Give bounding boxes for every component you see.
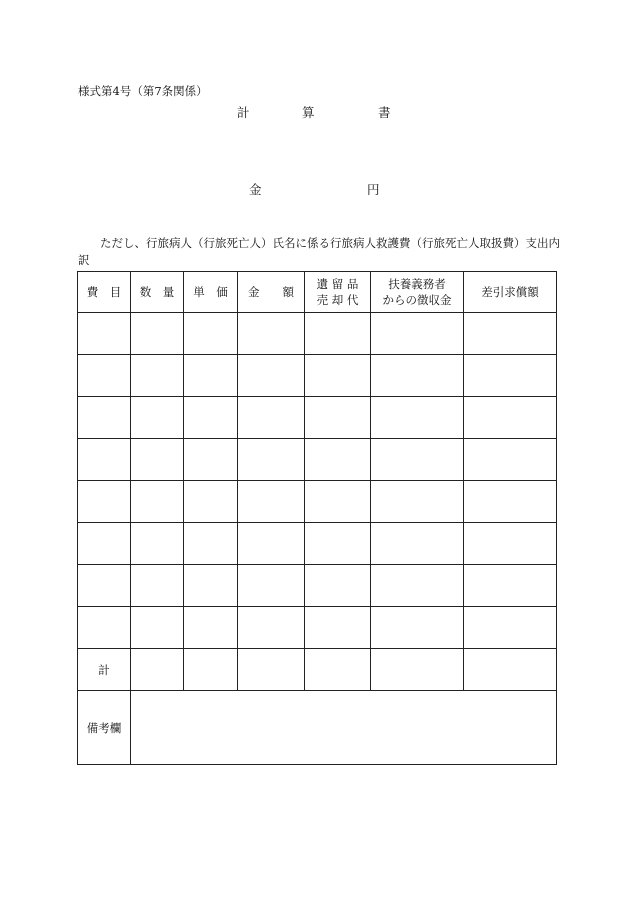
header-estate-line2: 売 却 代 [316,293,359,307]
header-support-line1: 扶養義務者 [388,277,446,291]
net-claim-cell[interactable] [464,355,557,397]
unit-price-cell[interactable] [184,607,238,649]
amount-cell[interactable] [238,313,305,355]
unit-price-cell[interactable] [184,313,238,355]
net-claim-cell[interactable] [464,397,557,439]
estate-cell[interactable] [305,397,371,439]
estate-cell[interactable] [305,313,371,355]
net-claim-cell[interactable] [464,523,557,565]
support-cell[interactable] [371,397,464,439]
table-row [78,439,557,481]
quantity-cell[interactable] [131,397,184,439]
remarks-label: 備考欄 [78,691,131,765]
support-cell[interactable] [371,313,464,355]
total-estate-cell[interactable] [305,649,371,691]
estate-cell[interactable] [305,481,371,523]
header-unit-price: 単 価 [184,272,238,313]
table-row [78,355,557,397]
estate-cell[interactable] [305,607,371,649]
estate-cell[interactable] [305,439,371,481]
net-claim-cell[interactable] [464,607,557,649]
unit-price-cell[interactable] [184,523,238,565]
net-claim-cell[interactable] [464,481,557,523]
amount-cell[interactable] [238,481,305,523]
remarks-row [78,691,557,765]
item-cell[interactable] [78,607,131,649]
support-cell[interactable] [371,607,464,649]
support-cell[interactable] [371,565,464,607]
total-net-claim-cell[interactable] [464,649,557,691]
form-number-label: 様式第4号（第7条関係） [78,84,208,98]
support-cell[interactable] [371,523,464,565]
header-support-collection [371,272,464,313]
quantity-cell[interactable] [131,565,184,607]
estate-cell[interactable] [305,355,371,397]
expense-breakdown-note: ただし、行旅病人（行旅死亡人）氏名に係る行旅病人救護費（行旅死亡人取扱費）支出内訳 [78,236,560,267]
quantity-cell[interactable] [131,355,184,397]
title-char-3: 書 [378,105,391,120]
title-char-2: 算 [302,105,315,120]
total-amount-cell[interactable] [238,649,305,691]
header-support-line2: からの徴収金 [382,293,452,307]
table-row [78,313,557,355]
amount-cell[interactable] [238,565,305,607]
quantity-cell[interactable] [131,607,184,649]
table-row [78,607,557,649]
unit-price-cell[interactable] [184,439,238,481]
quantity-cell[interactable] [131,439,184,481]
header-estate-line1: 遺 留 品 [316,277,359,291]
total-label: 計 [78,649,131,691]
total-quantity-cell[interactable] [131,649,184,691]
item-cell[interactable] [78,439,131,481]
table-row [78,397,557,439]
amount-cell[interactable] [238,397,305,439]
amount-cell[interactable] [238,523,305,565]
net-claim-cell[interactable] [464,313,557,355]
header-quantity: 数 量 [131,272,184,313]
table-row [78,565,557,607]
unit-price-cell[interactable] [184,565,238,607]
amount-prefix: 金 [249,182,262,197]
unit-price-cell[interactable] [184,397,238,439]
amount-cell[interactable] [238,607,305,649]
amount-cell[interactable] [238,439,305,481]
estate-cell[interactable] [305,523,371,565]
item-cell[interactable] [78,397,131,439]
unit-price-cell[interactable] [184,355,238,397]
table-row [78,523,557,565]
net-claim-cell[interactable] [464,439,557,481]
support-cell[interactable] [371,481,464,523]
item-cell[interactable] [78,313,131,355]
support-cell[interactable] [371,355,464,397]
header-amount: 金 額 [238,272,305,313]
quantity-cell[interactable] [131,523,184,565]
item-cell[interactable] [78,355,131,397]
header-row [78,272,557,313]
total-support-cell[interactable] [371,649,464,691]
unit-price-cell[interactable] [184,481,238,523]
quantity-cell[interactable] [131,481,184,523]
quantity-cell[interactable] [131,313,184,355]
item-cell[interactable] [78,523,131,565]
item-cell[interactable] [78,565,131,607]
table-row [78,481,557,523]
amount-cell[interactable] [238,355,305,397]
item-cell[interactable] [78,481,131,523]
estate-cell[interactable] [305,565,371,607]
title-char-1: 計 [237,105,250,120]
remarks-field[interactable] [131,691,557,765]
support-cell[interactable] [371,439,464,481]
net-claim-cell[interactable] [464,565,557,607]
total-unit-price-cell[interactable] [184,649,238,691]
amount-suffix: 円 [367,182,380,197]
total-row [78,649,557,691]
calculation-table [77,271,557,765]
header-net-claim: 差引求償額 [464,272,557,313]
header-estate-sale [305,272,371,313]
header-item: 費 目 [78,272,131,313]
